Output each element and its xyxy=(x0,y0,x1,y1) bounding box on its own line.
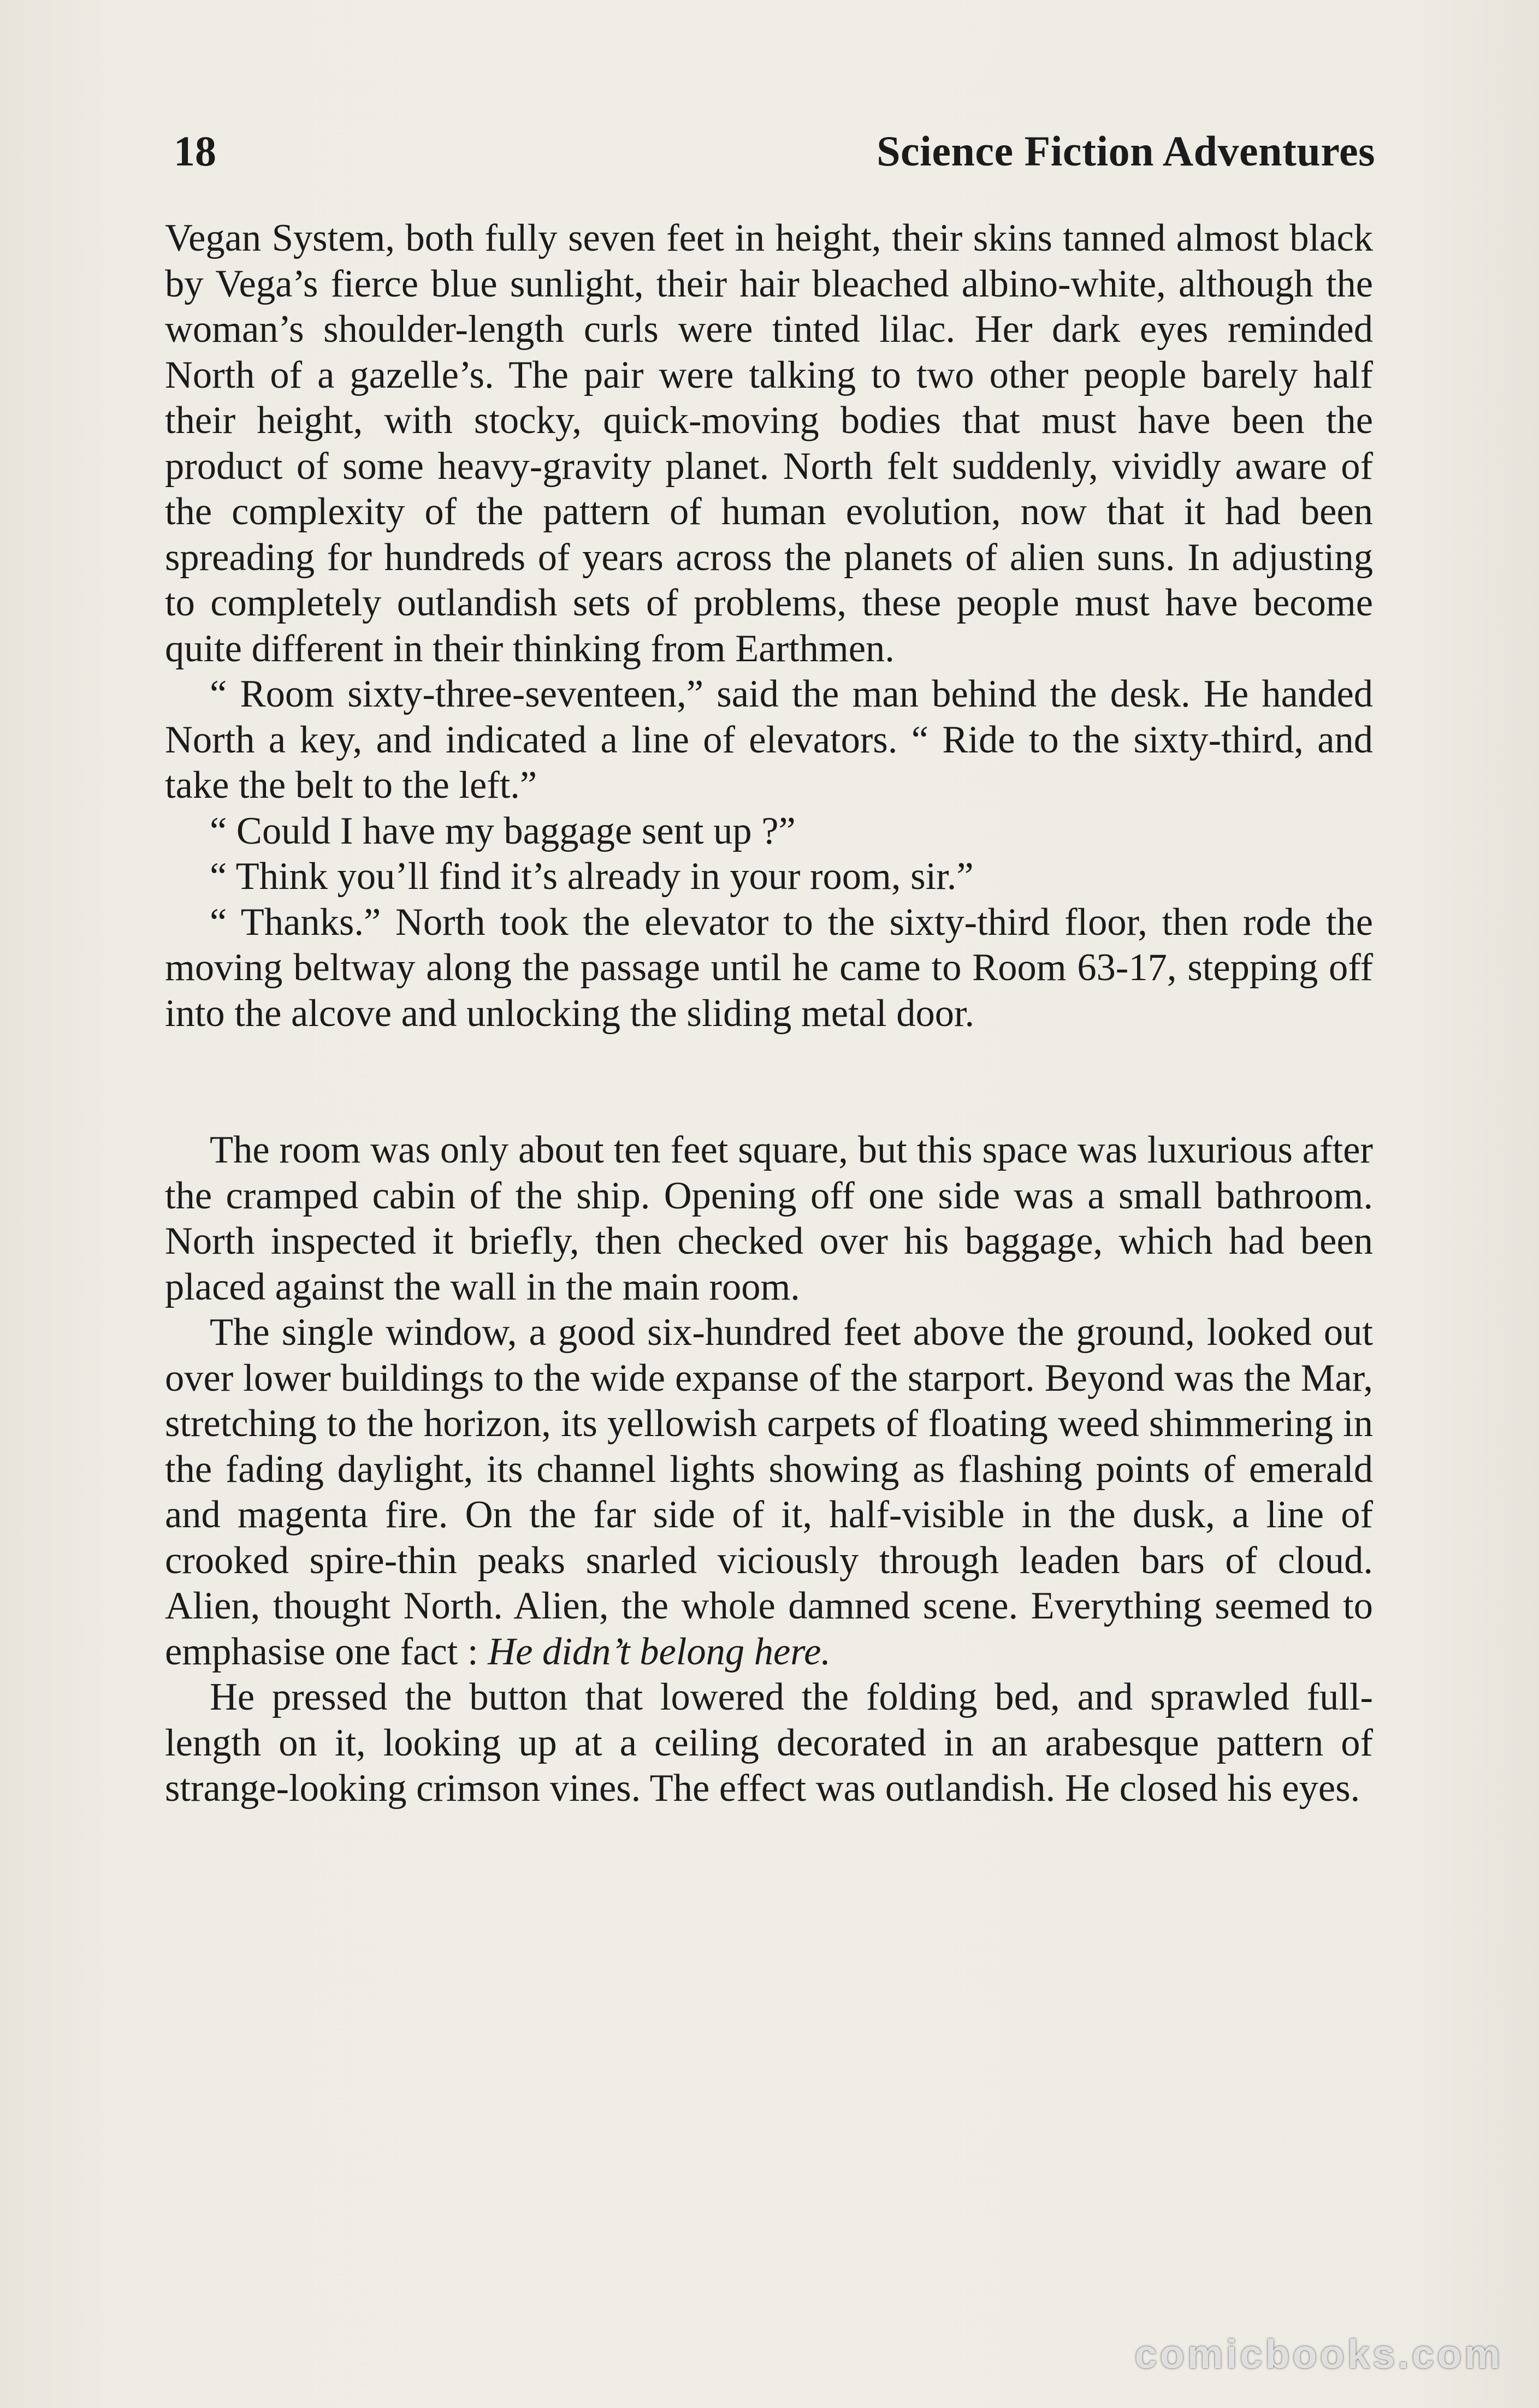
running-title: Science Fiction Adventures xyxy=(877,127,1375,175)
page-header xyxy=(174,121,1375,181)
paragraph-thanks-elevator: “ Thanks.” North took the elevator to the sixty-third floor, then rode the moving beltway along the passage until he came to Room 63-17, stepping off into the alcove and unlocking the sliding metal door. xyxy=(165,900,1373,1035)
watermark-logo: comicbooks.com xyxy=(1134,2332,1503,2377)
section-break xyxy=(165,1036,1373,1128)
italic-phrase: He didn’t belong here. xyxy=(488,1630,831,1673)
paragraph-vegan-system: Vegan System, both fully seven feet in height, their skins tanned almost black by Vega’s fierce blue sunlight, their hair bleached albino-white, although the woman’s shoulder-length curls were tinted lilac. Her dark eyes reminded North of a gazelle’s. The pair were talking to two other people barely half their height, with stocky, quick-moving bodies that must have been the product of some heavy-gravity planet. North felt suddenly, vividly aware of the complexity of the pattern of human evolution, now that it had been spreading for hundreds of years across the planets of alien suns. In adjusting to completely outlandish sets of problems, these people must have become quite different in their thinking from Earthmen. xyxy=(165,217,1373,670)
paragraph-room-number: “ Room sixty-three-seventeen,” said the man behind the desk. He handed North a key, and indicated a line of elevators. “ Ride to the sixty-third, and take the belt to the left.” xyxy=(165,673,1373,806)
paragraph-baggage-answer: “ Think you’ll find it’s already in your room, sir.” xyxy=(210,855,974,898)
paragraph-window-view xyxy=(165,1310,1373,1675)
window-view-text: The single window, a good six-hundred feet above the ground, looked out over lower buildings to the wide expanse of the starport. Beyond was the Mar, stretching to the horizon, its yellowish carpets of floating weed shimmering in the fading daylight, its channel lights showing as flashing points of emerald and magenta fire. On the far side of it, half-visible in the dusk, a line of crooked spire-thin peaks snarled viciously through leaden bars of cloud. Alien, thought North. Alien, the whole damned scene. Everything seemed to emphasise one fact : xyxy=(165,1311,1373,1673)
body-text xyxy=(165,216,1373,1812)
paragraph-baggage-question: “ Could I have my baggage sent up ?” xyxy=(210,809,796,852)
paragraph-folding-bed: He pressed the button that lowered the folding bed, and sprawled full-length on it, looking up at a ceiling decorated in an arabesque pattern of strange-looking crimson vines. The effect was outlandish. He closed his eyes. xyxy=(165,1676,1373,1810)
page-number: 18 xyxy=(174,127,216,175)
paragraph-room-description: The room was only about ten feet square, but this space was luxurious after the cramped cabin of the ship. Opening off one side was a small bathroom. North inspected it briefly, then checked over his baggage, which had been placed against the wall in the main room. xyxy=(165,1129,1373,1308)
